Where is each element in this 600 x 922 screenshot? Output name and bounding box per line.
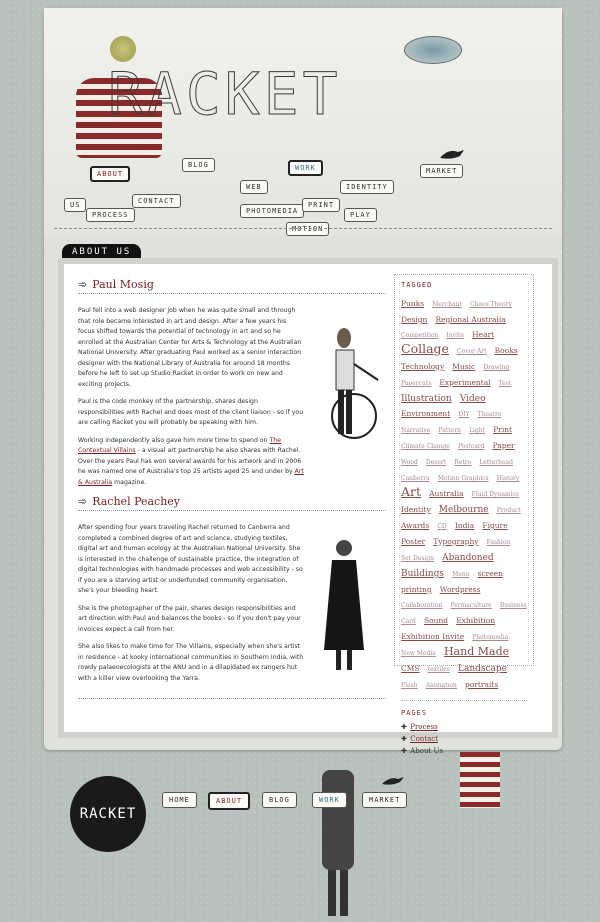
tag-cloud-item[interactable]: Fluid Dynamics xyxy=(471,491,519,498)
tag-cloud-item[interactable]: Competition xyxy=(401,332,439,339)
tag-cloud-item[interactable]: Letterhead xyxy=(479,459,513,466)
text-run: magazine. xyxy=(112,478,147,486)
bio-paragraph: She also likes to make time for The Villains, especially when she's artist in residence - at kooky international communities in Southern India, with rowdy palaeoecologists at the ANU and in a dilapidated ex rangers hut with a killer view overlooking the Yarra. xyxy=(78,643,304,682)
tag-cloud-item[interactable]: Chaos Theory xyxy=(469,301,512,308)
tag-cloud-item[interactable]: Desert xyxy=(425,459,447,466)
tag-cloud-item[interactable]: Art xyxy=(401,484,422,499)
tag-cloud-item[interactable]: Print xyxy=(493,425,513,434)
tag-cloud-item[interactable]: Exhibition Invite xyxy=(401,632,465,641)
person-heading-paul xyxy=(78,278,386,291)
tag-cloud-item[interactable]: Poster xyxy=(401,537,426,546)
plus-icon: ✚ xyxy=(401,735,407,743)
tag-cloud-item[interactable]: Photomedia xyxy=(472,634,509,641)
tag-work[interactable]: WORK xyxy=(288,160,323,176)
tag-cloud-item[interactable]: Flash xyxy=(401,682,418,689)
section-badge: ABOUT US xyxy=(62,244,141,260)
tag-cloud-item[interactable]: Regional Australia xyxy=(435,315,506,324)
page-link-label: About Us xyxy=(410,747,444,755)
header xyxy=(44,8,562,236)
person-bio-paul xyxy=(78,306,304,488)
site-logo[interactable]: RACKET xyxy=(108,60,342,128)
tag-web[interactable]: WEB xyxy=(240,180,268,194)
arrow-icon: ➾ xyxy=(78,495,88,508)
coat-man-illustration xyxy=(308,760,368,922)
tag-motion[interactable]: MOTION xyxy=(286,222,329,236)
tag-cloud-item[interactable]: Light xyxy=(469,427,486,434)
tag-cloud-item[interactable]: Design xyxy=(401,315,428,324)
tag-cloud-item[interactable]: Experimental xyxy=(439,378,491,387)
bio-paragraph: Paul is the code monkey of the partnership, shares design responsibilities with Rachel and does most of the client liaison - so if you are calling Racket you will probably be speaking with him. xyxy=(78,398,304,426)
tag-photomedia[interactable]: PHOTOMEDIA xyxy=(240,204,304,218)
content-panel xyxy=(58,258,558,755)
tag-cloud-item[interactable]: Test xyxy=(498,380,512,387)
tag-cloud-item[interactable]: Collaboration xyxy=(401,602,443,609)
footer-nav-work[interactable]: WORK xyxy=(312,792,347,808)
bird-icon xyxy=(380,774,406,788)
footer-nav-blog[interactable]: BLOG xyxy=(262,792,297,808)
footer-nav-home[interactable]: HOME xyxy=(162,792,197,808)
page-sheet xyxy=(44,8,562,755)
footer-nav-about[interactable]: ABOUT xyxy=(208,792,250,810)
tag-cloud-item[interactable]: Wood xyxy=(401,459,418,466)
tag-cloud-item[interactable]: Canberra xyxy=(401,475,430,482)
tag-cloud-item[interactable]: Theatre xyxy=(477,411,502,418)
tag-cloud-item[interactable]: Illustration xyxy=(401,394,452,404)
tag-cloud-item[interactable]: Narrative xyxy=(401,427,431,434)
tag-cloud-item[interactable]: CD xyxy=(437,523,447,530)
tag-cloud-item[interactable]: Awards xyxy=(401,521,430,530)
plus-icon: ✚ xyxy=(401,723,407,731)
person-name: Rachel Peachey xyxy=(92,495,181,508)
tag-cloud-item[interactable]: Video xyxy=(459,394,486,404)
tag-cloud-item[interactable]: Typography xyxy=(433,537,479,546)
tag-cloud-item[interactable]: Animation xyxy=(425,682,457,689)
tag-cloud-item[interactable]: DIY xyxy=(458,411,470,418)
tag-cloud-item[interactable]: New Media xyxy=(401,650,436,657)
tag-cloud-item[interactable]: Melbourne xyxy=(438,505,489,515)
tag-cloud-item[interactable]: Menu xyxy=(452,571,470,578)
tag-cloud-item[interactable]: Cover Art xyxy=(457,348,487,355)
tag-cloud-item[interactable]: Identity xyxy=(401,505,431,514)
page-link-contact[interactable] xyxy=(401,735,527,743)
tag-cloud-item[interactable]: Permaculture xyxy=(450,602,492,609)
tag-cloud-item[interactable]: Books xyxy=(494,346,518,355)
stone-illustration xyxy=(404,36,462,64)
bio-paragraph: After spending four years traveling Rachel returned to Canberra and completed a combined degree of art and science, studying textiles, digital art and human ecology at the Australian National University. She is interested in the challenge of sustainable practice, the integration of digital technologies with handmade processes and web accessibility - so if you are a starving artist or underfunded community organisation, she's your bleeding heart. xyxy=(78,524,303,594)
tag-cloud-item[interactable]: Landscape xyxy=(457,664,507,674)
tag-cloud-item[interactable]: textiles xyxy=(427,666,450,673)
footer-nav-market[interactable]: MARKET xyxy=(362,792,407,808)
tag-market[interactable]: MARKET xyxy=(420,164,463,178)
footer xyxy=(60,756,600,922)
tag-cloud-item[interactable]: Postcard xyxy=(457,443,485,450)
tag-cloud-item[interactable]: Merchant xyxy=(432,301,462,308)
tag-cloud-item[interactable]: Paper xyxy=(492,441,515,450)
content-bottom-rule xyxy=(78,698,386,699)
striped-legs-illustration xyxy=(460,752,500,808)
person-bio-rachel xyxy=(78,523,304,684)
tag-print[interactable]: PRINT xyxy=(302,198,340,212)
tag-identity[interactable]: IDENTITY xyxy=(340,180,394,194)
header-divider xyxy=(54,228,552,229)
footer-logo[interactable]: RACKET xyxy=(70,776,146,852)
section-rule xyxy=(78,293,386,294)
page-link-label[interactable]: Contact xyxy=(410,735,439,743)
bio-paragraph: She is the photographer of the pair, shares design responsibilities and art direction with Paul and balances the books - so if you don't pay your invoices expect a call from her. xyxy=(78,604,301,633)
text-run: - a visual art partnership he also shares with Rachel. Over the years Paul has won several awards for his artwork and in 2006 he was named one of Australia's top 25 artists aged 25 and under by xyxy=(78,447,302,475)
tag-cloud-item[interactable]: Pattern xyxy=(438,427,461,434)
person-heading-rachel xyxy=(78,495,386,508)
tag-cloud-item[interactable]: CMS xyxy=(401,664,420,673)
tag-about[interactable]: ABOUT xyxy=(90,166,130,182)
tag-play[interactable]: PLAY xyxy=(344,208,377,222)
tag-cloud-item[interactable]: Climate Change xyxy=(401,443,450,450)
pages-title: PAGES xyxy=(401,709,428,717)
tag-cloud-item[interactable]: Punks xyxy=(401,299,425,308)
tag-cloud-item[interactable]: Collage xyxy=(401,341,449,356)
tag-cloud xyxy=(401,295,527,692)
paul-portrait-image xyxy=(314,324,386,450)
tag-cloud-item[interactable]: Music xyxy=(452,362,476,371)
tag-cloud-item[interactable]: Figure xyxy=(482,521,508,530)
page-link-label[interactable]: Process xyxy=(410,723,438,731)
rachel-portrait-image xyxy=(314,530,380,674)
tag-cloud-item[interactable]: Business Card xyxy=(401,602,527,625)
tag-cloud-item[interactable]: screen printing xyxy=(401,569,503,594)
tag-cloud-item[interactable]: Hand Made xyxy=(443,645,510,658)
tag-cloud-item[interactable]: History xyxy=(496,475,520,482)
tag-us[interactable]: US xyxy=(64,198,86,212)
link-contextual-villains[interactable]: The Contextual Villains xyxy=(78,436,282,454)
tag-cloud-item[interactable]: Heart xyxy=(472,330,495,339)
tag-cloud-item[interactable]: Papercuts xyxy=(401,380,432,387)
tag-cloud-item[interactable]: Abandoned Buildings xyxy=(401,553,494,579)
tag-cloud-item[interactable]: Retro xyxy=(454,459,472,466)
section-rule xyxy=(78,510,386,511)
tag-cloud-item[interactable]: portraits xyxy=(465,680,499,689)
tag-cloud-item[interactable]: Wordpress xyxy=(439,585,481,594)
tag-cloud-item[interactable]: Drawing xyxy=(483,364,510,371)
tag-cloud-item[interactable]: Set Design xyxy=(401,555,435,562)
tag-cloud-item[interactable]: Motion Graphics xyxy=(437,475,489,482)
tag-cloud-item[interactable]: Fashion xyxy=(486,539,511,546)
tag-cloud-item[interactable]: Invite xyxy=(446,332,465,339)
tagged-title: TAGGED xyxy=(401,281,433,289)
bio-paragraph xyxy=(78,436,304,489)
page-link-process[interactable] xyxy=(401,723,527,731)
tag-cloud-item[interactable]: India xyxy=(454,521,475,530)
bird-icon xyxy=(438,146,466,162)
person-name: Paul Mosig xyxy=(92,278,154,291)
link-art-australia[interactable]: Art & Australia xyxy=(78,468,304,486)
text-run: Working independently also gave him more time to spend on xyxy=(78,436,270,444)
tag-cloud-item[interactable]: Product xyxy=(496,507,521,514)
tree-illustration xyxy=(110,36,136,62)
tag-cloud-item[interactable]: Technology xyxy=(401,362,445,371)
arrow-icon: ➾ xyxy=(78,278,88,291)
plus-icon: ✚ xyxy=(401,747,407,755)
tag-cloud-item[interactable]: Sound xyxy=(423,616,449,625)
main-content xyxy=(78,278,386,691)
bio-paragraph: Paul fell into a web designer job when he was quite small and through that role became interested in art and design. After a few years his focus shifted towards the potential of technology in art and so he enrolled at the Australian Center for Arts & Technology at the Australian National University. After graduating Paul worked as a senior interaction designer with the National Library of Australia for around 18 months before he left to set up Studio Racket in order to work on new and exciting projects. xyxy=(78,307,302,388)
tag-blog[interactable]: BLOG xyxy=(182,158,215,172)
tag-cloud-item[interactable]: Australia xyxy=(429,489,464,498)
tag-cloud-item[interactable]: Environment xyxy=(401,409,451,418)
tag-cloud-item[interactable]: Exhibition xyxy=(456,616,496,625)
sidebar xyxy=(394,274,534,755)
tag-contact[interactable]: CONTACT xyxy=(132,194,181,208)
tag-process[interactable]: PROCESS xyxy=(86,208,135,222)
sidebar-divider xyxy=(401,700,527,701)
